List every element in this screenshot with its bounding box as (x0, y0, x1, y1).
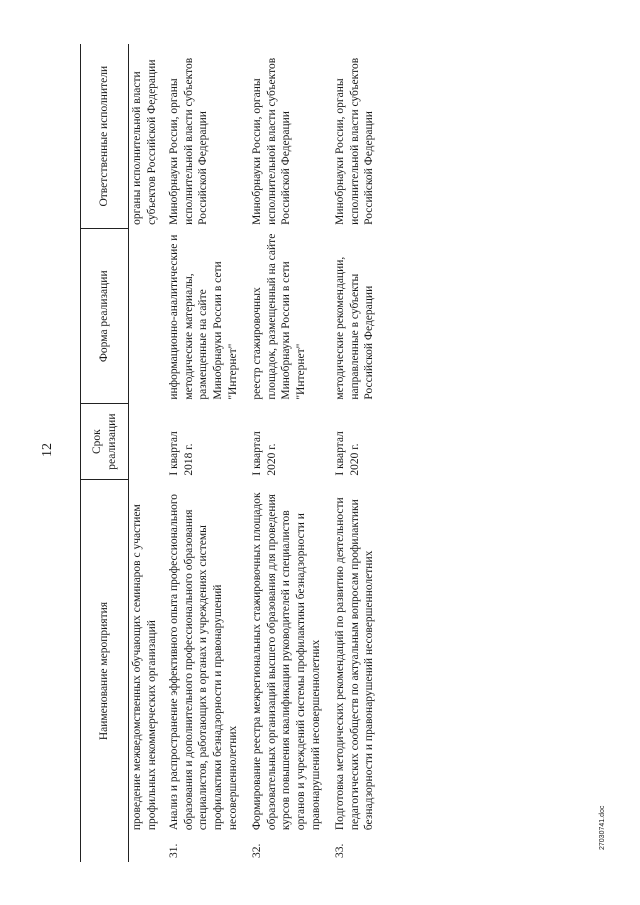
cell-term: I квартал 2020 г. (251, 431, 278, 476)
file-code: 27030741.doc (599, 805, 606, 850)
cell-num: 33. (334, 843, 347, 858)
cell-form: методические рекомендации, направленные в субъекты Российской Федерации (334, 256, 376, 400)
table-row-continuation (129, 44, 166, 862)
cell-form: реестр стажировочных площадок, размещенный на сайте Минобрнауки России в сети "Интернет" (251, 233, 307, 400)
plan-table (80, 44, 385, 862)
cell-num (129, 834, 166, 862)
cell-name: Формирование реестра межрегиональных стажировочных площадок образовательных организаций высшего образования для проведения курсов повышения квалификации руководителей и специалистов органов и учреждений системы профилактики безнадзорности и правонарушений несовершеннолетних (251, 492, 322, 831)
table-row (248, 44, 331, 862)
header-responsible: Ответственные исполнители (81, 44, 129, 229)
cell-name: Подготовка методических рекомендаций по развитию деятельности педагогических сообществ по актуальным вопросам профилактики безнадзорности и правонарушений несовершеннолетних (334, 497, 376, 831)
header-name: Наименование мероприятия (98, 601, 111, 741)
header-term: Срок реализации (81, 404, 129, 480)
page-number: 12 (40, 443, 55, 457)
table-row (165, 44, 248, 862)
cell-responsible: Минобрнауки России, органы исполнительной власти субъектов Российской Федерации (334, 57, 376, 225)
cell-name: проведение межведомственных обучающих семинаров с участием профильных некоммерческих организаций (131, 504, 158, 831)
cell-term: I квартал 2018 г. (168, 431, 195, 476)
cell-responsible: Минобрнауки России, органы исполнительной власти субъектов Российской Федерации (168, 57, 210, 225)
cell-term (129, 404, 166, 480)
plan-table-container (80, 44, 538, 862)
cell-num: 32. (251, 843, 264, 858)
table-header-row (81, 44, 129, 862)
cell-name: Анализ и распространение эффективного опыта профессионального образования и дополнительного профессионального образования специалистов, работающих в органах и учреждениях системы профилактики безнадзорности и правонарушений несовершеннолетних (168, 493, 239, 831)
cell-responsible: Минобрнауки России, органы исполнительной власти субъектов Российской Федерации (251, 57, 293, 225)
cell-num: 31. (168, 843, 181, 858)
header-form: Форма реализации (81, 229, 129, 404)
cell-responsible: органы исполнительной власти субъектов Российской Федерации (131, 59, 158, 225)
cell-form: информационно-аналитические и методические материалы, размещенные на сайте Минобрнауки России в сети "Интернет" (168, 234, 239, 400)
cell-term: I квартал 2020 г. (334, 431, 361, 476)
cell-form (129, 229, 166, 404)
table-row (331, 44, 385, 862)
